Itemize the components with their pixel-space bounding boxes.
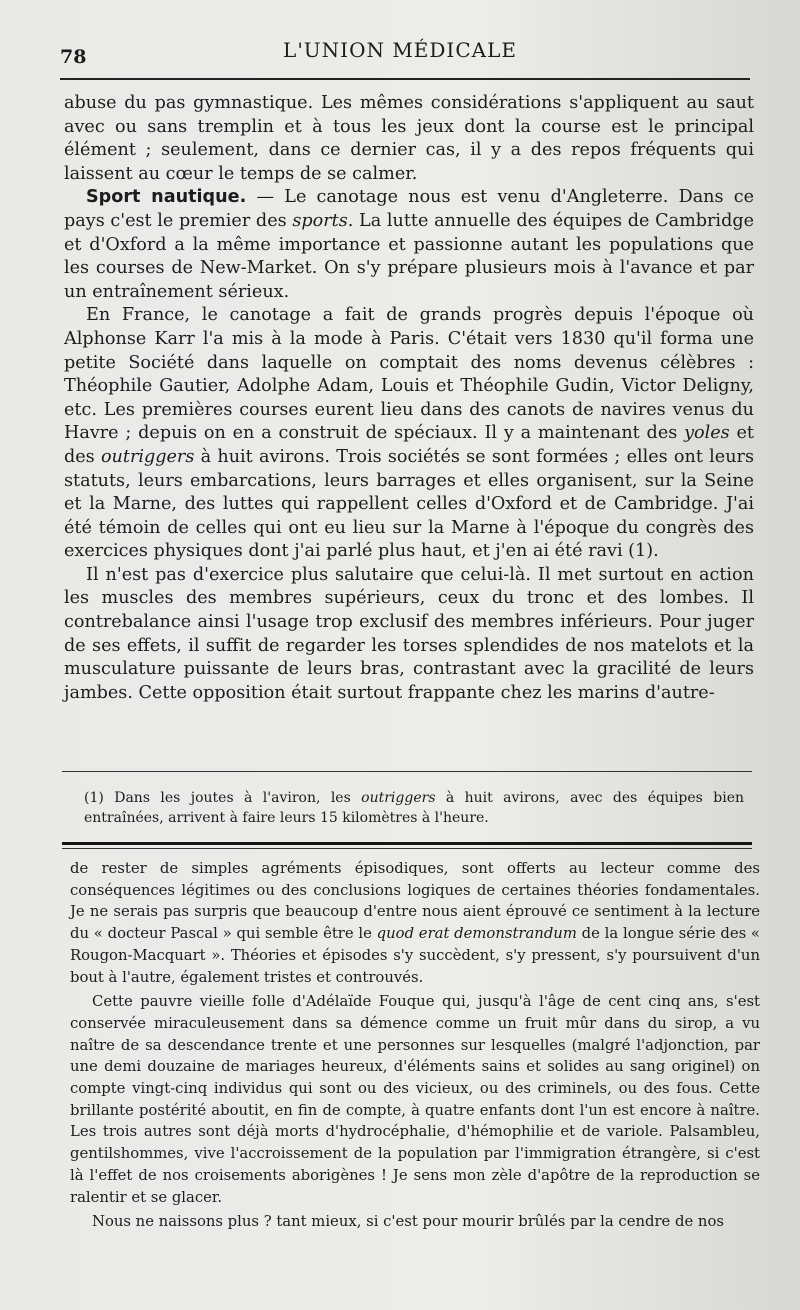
feuilleton-body [70,858,760,1233]
article-paragraph-2: Sport nautique. — Le canotage nous est venu d'Angleterre. Dans ce pays c'est le premier des sports. La lutte annuelle des équipes de Cambridge et d'Oxford a la même importance et passionne autant les populations que les courses de New-Market. On s'y prépare plusieurs mois à l'avance et par un entraînement sérieux. [64,187,755,302]
section-heading: Sport nautique. [86,187,247,208]
feuilleton-separator [62,842,752,845]
footnote: (1) Dans les joutes à l'aviron, les outriggers à huit avirons, avec des équipes bien entraînées, arrivent à faire leurs 15 kilomètres à l'heure. [84,790,745,826]
page-header [60,36,740,70]
feuilleton-paragraph-2: Cette pauvre vieille folle d'Adélaïde Fouque qui, jusqu'à l'âge de cent cinq ans, s'est conservée miraculeusement dans sa démence comme un fruit mûr dans du sirop, a vu naître de sa descendance trente et une personnes sur lesquelles (malgré l'adjonction, par une demi douzaine de mariages heureux, d'éléments sains et solides au sang originel) on compte vingt-cinq individus qui sont ou des vicieux, ou des criminels, ou des fous. Cette brillante postérité aboutit, en fin de compte, à quatre enfants dont l'un est encore à naître. Les trois autres sont déjà morts d'hydrocéphalie, d'hémophilie et de variole. Palsambleu, gentilshommes, vive l'accroissement de la population par l'immigration étrangère, si c'est là l'effet de nos croisements aborigènes ! Je sens mon zèle d'apôtre de la reproduction se ralentir et se glacer. [70,993,760,1206]
article-paragraph-4: Il n'est pas d'exercice plus salutaire que celui-là. Il met surtout en action les muscles des membres supérieurs, ceux du tronc et des lombes. Il contrebalance ainsi l'usage trop exclusif des membres inférieurs. Pour juger de ses effets, il suffit de regarder les torses splendides de nos matelots et la musculature puissante de leurs bras, contrastant avec la gracilité de leurs jambes. Cette opposition était surtout frappante chez les marins d'autre- [64,564,754,703]
header-rule [60,78,750,80]
feuilleton-paragraph-1: de rester de simples agréments épisodiques, sont offerts au lecteur comme des conséquences légitimes ou des conclusions logiques de certaines théories fondamentales. Je ne serais pas surpris que beaucoup d'entre nous aient éprouvé ce sentiment à la lecture du « docteur Pascal » qui semble être le quod erat demonstrandum de la longue série des « Rougon-Macquart ». Théories et épisodes s'y succèdent, s'y pressent, s'y poursuivent d'un bout à l'autre, également tristes et controuvés. [70,860,760,986]
page-number: 78 [60,46,87,68]
footnote-rule [62,771,752,772]
article-paragraph-3: En France, le canotage a fait de grands progrès depuis l'époque où Alphonse Karr l'a mis à la mode à Paris. C'était vers 1830 qu'il forma une petite Société dans laquelle on comptait des noms devenus célèbres : Théophile Gautier, Adolphe Adam, Louis et Théophile Gudin, Victor Deligny, etc. Les premières courses eurent lieu dans des canots de navires venus du Havre ; depuis on en a construit de spéciaux. Il y a maintenant des yoles et des outriggers à huit avirons. Trois sociétés se sont formées ; elles ont leurs statuts, leurs embarcations, leurs barrages et elles organisent, sur la Seine et la Marne, des luttes qui rappellent celles d'Oxford et de Cambridge. J'ai été témoin de celles qui ont eu lieu sur la Marne à l'époque du congrès des exercices physiques dont j'ai parlé plus haut, et j'en ai été ravi (1). [64,305,755,562]
running-title: L'UNION MÉDICALE [283,38,517,62]
article-paragraph-1: abuse du pas gymnastique. Les mêmes considérations s'appliquent au saut avec ou sans tremplin et à tous les jeux dont la course est le principal élément ; seulement, dans ce dernier cas, il y a des repos fréquents qui laissent au cœur le temps de se calmer. [64,93,754,184]
feuilleton-paragraph-3: Nous ne naissons plus ? tant mieux, si c'est pour mourir brûlés par la cendre de nos [92,1213,724,1231]
article-body [64,92,754,705]
feuilleton-separator-thin [62,848,752,849]
